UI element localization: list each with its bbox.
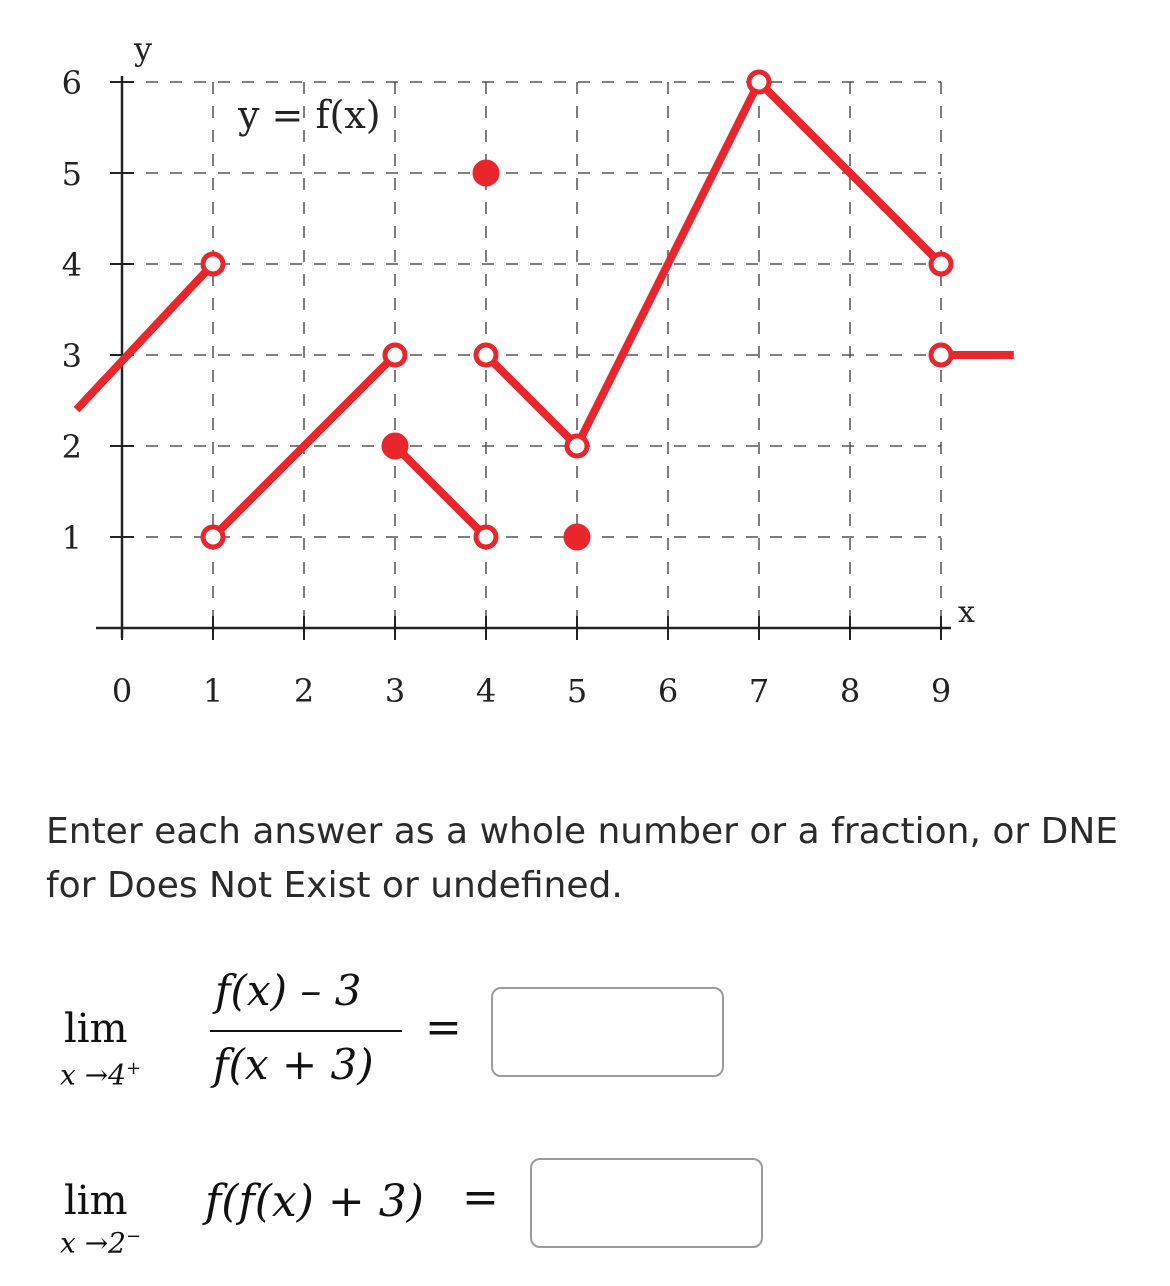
open-point (931, 345, 951, 365)
x-tick-label: 3 (384, 672, 406, 710)
y-tick-label: 4 (61, 246, 82, 284)
y-tick-label: 1 (61, 519, 82, 557)
closed-point (564, 524, 590, 550)
graph-curve (77, 82, 1014, 537)
open-point (385, 345, 405, 365)
answer-input-1[interactable] (493, 989, 722, 1075)
x-tick-label: 4 (475, 672, 497, 710)
x-tick-label: 8 (839, 672, 861, 710)
x-tick-label: 5 (566, 672, 588, 710)
x-tick-label: 9 (930, 672, 952, 710)
x-tick-label: 2 (293, 672, 315, 710)
answer-input-box-2[interactable] (530, 1158, 763, 1248)
y-tick-labels (62, 64, 82, 557)
equals-sign: = (425, 1002, 462, 1053)
graph-points (203, 72, 951, 550)
limit-subscript: x →2− (60, 1226, 142, 1260)
x-tick-label: 1 (202, 672, 224, 710)
y-tick-label: 2 (61, 428, 82, 466)
x-tick-label: 0 (111, 672, 133, 710)
closed-point (382, 433, 408, 459)
fraction-numerator: f(x) – 3 (215, 966, 362, 1015)
open-point (931, 254, 951, 274)
fraction-bar (210, 1030, 402, 1032)
chart-title: y = f(x) (238, 93, 381, 137)
y-tick-label: 3 (61, 337, 82, 375)
graph-segment (395, 446, 486, 537)
open-point (567, 436, 587, 456)
equals-sign: = (462, 1172, 499, 1223)
axes (96, 76, 951, 638)
limit-word: lim (64, 1178, 128, 1224)
y-tick-label: 6 (61, 64, 82, 102)
open-point (203, 527, 223, 547)
x-axis-label: x (958, 595, 975, 630)
graph-segment (77, 264, 214, 410)
open-point (749, 72, 769, 92)
open-point (476, 527, 496, 547)
answer-input-2[interactable] (532, 1160, 761, 1246)
open-point (476, 345, 496, 365)
y-tick-label: 5 (61, 155, 82, 193)
grid-lines (122, 82, 941, 628)
limit-word: lim (64, 1006, 128, 1052)
limit-subscript: x →4+ (60, 1058, 142, 1092)
fraction-denominator: f(x + 3) (213, 1040, 374, 1089)
x-tick-labels (112, 672, 951, 710)
open-point (203, 254, 223, 274)
x-tick-label: 7 (748, 672, 770, 710)
closed-point (473, 160, 499, 186)
x-tick-label: 6 (657, 672, 679, 710)
tick-marks (110, 82, 941, 640)
instructions-text: Enter each answer as a whole number or a fraction, or DNE for Does Not Exist or undefined. (46, 811, 1119, 906)
y-axis-label: y (134, 30, 153, 68)
limit-expression: f(f(x) + 3) (205, 1176, 424, 1227)
answer-input-box-1[interactable] (491, 987, 724, 1077)
